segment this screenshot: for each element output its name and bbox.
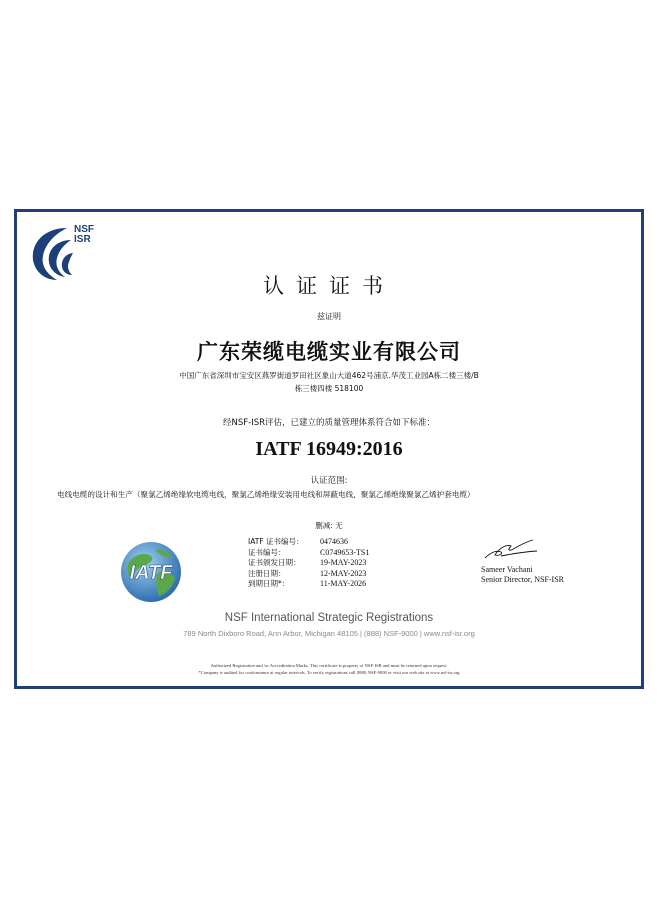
field-label: 证书颁发日期： (248, 558, 301, 568)
iatf-globe-icon (111, 534, 191, 606)
nsf-isr-wordmark (74, 225, 94, 245)
certificate-fields (248, 537, 369, 590)
field-value: C0749653-TS1 (320, 547, 370, 557)
signer-title: Senior Director, NSF-ISR (481, 575, 565, 584)
iatf-logo-text: IATF (129, 562, 173, 584)
company-address-line1: 中国广东省深圳市宝安区燕罗街道罗田社区象山大道462号浦京.华茂工业园A栋二楼三楼/B (179, 371, 479, 380)
logo-line-isr: ISR (74, 234, 91, 245)
certify-text: 兹证明 (317, 312, 341, 321)
issuer-name: NSF International Strategic Registrations (224, 612, 434, 624)
scope-text: 电线电缆的设计和生产（聚氯乙烯绝缘软电缆电线，聚氯乙烯绝缘安装用电线和屏蔽电线，聚氯乙烯绝缘聚氯乙烯护套电缆） (57, 490, 475, 499)
evaluation-statement: 经NSF-ISR评估，已建立的质量管理体系符合如下标准： (222, 418, 436, 428)
signer-block (481, 565, 564, 585)
field-label: 证书编号： (248, 547, 286, 557)
field-row-certificate-number (248, 548, 369, 559)
field-row-iatf-number (248, 537, 369, 548)
certificate-title: 认证证书 (263, 274, 395, 298)
company-name: 广东荣缆电缆实业有限公司 (197, 340, 461, 364)
field-row-expiry-date (248, 579, 369, 590)
signer-name: Sameer Vachani (481, 565, 533, 574)
field-value: 0474636 (320, 537, 348, 546)
fine-print-line1: Authorized Registration and /or Accreditation Marks. This certificate is property of NSF-ISR and must be returned upon request. (210, 663, 448, 668)
signature-icon (481, 538, 541, 562)
logo-line-nsf: NSF (74, 224, 94, 235)
standard-name: IATF 16949:2016 (255, 438, 403, 460)
field-row-registration-date (248, 569, 369, 580)
issuer-address: 789 North Dixboro Road, Ann Arbor, Michigan 48105 | (888) NSF-9000 | www.nsf-isr.org (183, 629, 475, 638)
field-value: 12-MAY-2023 (320, 568, 367, 578)
deletion-text: 删减: 无 (315, 521, 343, 530)
field-row-issue-date (248, 558, 369, 569)
certificate (14, 209, 644, 689)
fine-print-line2: *Company is audited for conformance at regular intervals. To verify registrations call (888) NSF-9000 or visit our web site at www.nsf-isr.org (198, 670, 460, 675)
field-value: 19-MAY-2023 (320, 558, 367, 568)
scope-label: 认证范围: (310, 476, 348, 486)
field-label: 到期日期*： (248, 579, 290, 589)
field-label: IATF 证书编号： (248, 537, 304, 546)
field-value: 11-MAY-2026 (320, 579, 367, 589)
field-label: 注册日期： (248, 568, 286, 578)
iatf-globe-logo (111, 534, 191, 606)
company-address-line2: 栋三楼四楼 518100 (294, 384, 364, 393)
certificate-body (17, 212, 641, 686)
